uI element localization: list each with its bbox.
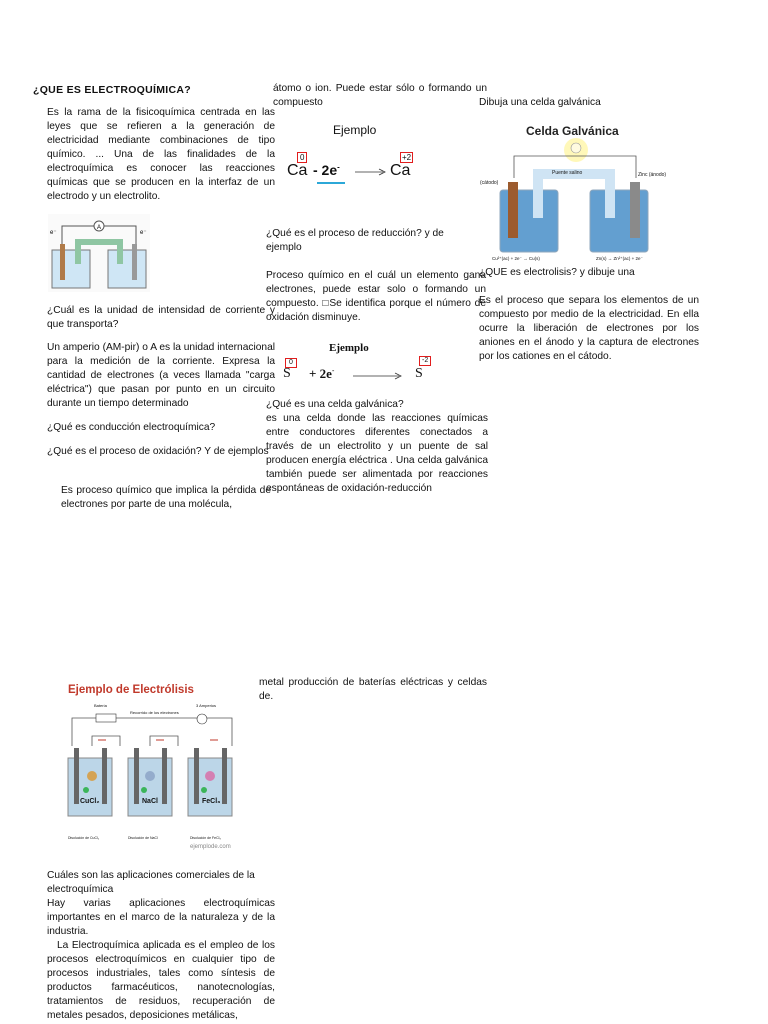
continued-text: átomo o ion. Puede estar sólo o formando un compuesto [273, 83, 487, 108]
apps-question: Cuáles son las aplicaciones comerciales de la electroquímica [47, 870, 255, 895]
unit-question: ¿Cuál es la unidad de intensidad de corriente y que transporta? [47, 305, 275, 330]
reduction-answer: Proceso químico en el cuál un elemento gana electrones, puede estar solo o formando un compuesto. □Se identifica porque el número de oxidación disminuye. [266, 270, 486, 323]
reaction2-arrow-icon [353, 372, 403, 380]
element2-right: S [415, 366, 423, 381]
battery-label: Batería [94, 703, 107, 708]
reduction-example [281, 340, 441, 388]
copper-electrode [508, 182, 518, 238]
ammeter-label: 3 Amperios [196, 703, 217, 708]
electrolysis-question: ¿QUE es electrolisis? y dibuje una [479, 267, 635, 278]
draw-prompt: Dibuja una celda galvánica [479, 97, 601, 108]
bottom-continued-block [259, 676, 487, 704]
source-label: ejemplode.com [190, 844, 231, 850]
cathode-equation: Cu²⁺(ac) + 2e⁻ → Cu(s) [492, 256, 540, 261]
galvanic-answer-block [266, 412, 488, 496]
element2-left: S [283, 366, 291, 381]
electron-sup: - [337, 162, 340, 172]
galvanic-fig-title: Celda Galvánica [526, 124, 619, 138]
example-title: Ejemplo [333, 123, 377, 137]
conduction-question-block [47, 421, 275, 435]
oxidation-answer: Es proceso químico que implica la pérdida de electrones por parte de una molécula, [61, 485, 271, 510]
zinc-electrode [630, 182, 640, 238]
solution1-label: Disolución de CuCl₂ [68, 836, 100, 840]
ox2-state-right: -2 [419, 356, 431, 366]
galvanic-cell-drawing [486, 138, 668, 258]
svg-text:A: A [97, 225, 102, 231]
electrolysis-figure [62, 680, 242, 856]
solution2-label: Disolución de NaCl [128, 836, 158, 840]
electron-term-text: - 2e [313, 162, 338, 178]
apps-answer2-block [47, 939, 275, 1023]
reduction-answer-block [266, 269, 486, 325]
electron2-term-text: + 2e [309, 366, 332, 381]
reduction-question-block [266, 227, 480, 255]
solution3-label: Disolución de FeCl₃ [190, 836, 221, 840]
apps-answer1-block [47, 897, 275, 939]
apps-answer-2: La Electroquímica aplicada es el empleo de los procesos electroquímicos en cualquier tipo de procesos industriales, tales como síntesis de productos farmacéuticos, nanotecnologías, tratamientos de residuos, recuperación de metales pesados, deposiciones metálicas, [47, 940, 275, 1021]
conduction-question: ¿Qué es conducción electroquímica? [47, 422, 216, 433]
cathode-label: (cátodo) [480, 180, 499, 186]
bridge-label: Puente salino [552, 170, 583, 176]
ox-state-right: +2 [402, 153, 412, 162]
continued-text-block [273, 82, 487, 110]
cell3-label: FeCl₃ [202, 798, 221, 805]
unit-answer: Un amperio (AM-pir) o A es la unidad internacional para la medición de la corriente. Expresa la cantidad de electrones (a veces llamada "carga eléctrica") que pasan por punto en un circuito durante un tiempo determinado [47, 342, 275, 409]
electrolysis-drawing [62, 706, 242, 826]
ox2-state-left: 0 [285, 358, 297, 368]
cell2-label: NaCl [142, 798, 158, 805]
electrolysis-question-block [479, 266, 709, 280]
electrolysis-fig-title: Ejemplo de Electrólisis [68, 684, 194, 696]
reduction-question: ¿Qué es el proceso de reducción? y de ejemplo [266, 228, 444, 253]
reaction-arrow-icon [355, 168, 387, 176]
electrolysis-answer: Es el proceso que separa los elementos de un compuesto por medio de la electricidad. En ella ocurre la liberación de electrones por los aniones en el ánodo y la captura de electrones por los cationes en el cátodo. [479, 295, 699, 362]
battery-icon [96, 714, 116, 722]
galvanic-answer: es una celda donde las reacciones químicas entre conductores diferentes conectados a través de un electrolito y un puente de sal producen energía eléctrica . Una celda galvánica también puede ser alimentada por reacciones espontáneas de oxidación-reducción [266, 413, 488, 494]
bottom-continued-text: metal producción de baterías eléctricas y celdas de. [259, 677, 487, 702]
element-left: Ca [287, 162, 308, 179]
svg-text:e⁻: e⁻ [50, 230, 57, 236]
oxidation-example [285, 120, 425, 192]
underline-mark [317, 182, 345, 184]
galvanic-cell-figure [480, 120, 668, 266]
unit-question-block [47, 304, 275, 332]
unit-answer-block [47, 341, 275, 411]
oxidation-question-block [47, 445, 275, 459]
galvanic-question: ¿Qué es una celda galvánica? [266, 399, 404, 410]
ox-state-left: 0 [297, 152, 307, 163]
anode-equation: Zn(s) → Zn²⁺(ac) + 2e⁻ [596, 256, 643, 261]
anode-label: Zinc (ánodo) [638, 172, 667, 178]
electron-term [313, 162, 340, 178]
example2-title: Ejemplo [329, 342, 369, 354]
oxidation-answer-block [61, 484, 271, 512]
electrolysis-answer-block [479, 294, 699, 364]
small-cell-figure [48, 214, 150, 292]
oxidation-question: ¿Qué es el proceso de oxidación? Y de ejemplos [47, 446, 269, 457]
galvanic-question-block [266, 398, 486, 412]
draw-prompt-block [479, 96, 709, 110]
cell1-label: CuCl₂ [80, 798, 100, 805]
definition-text: Es la rama de la fisicoquímica centrada en las leyes que se refieren a la generación de electricidad mediante combinaciones de tipo químico. ... Una de las finalidades de la electroquímica es conocer las reacciones químicas que se producen en la interfaz de un electrodo y un electrolito. [47, 107, 275, 202]
electron2-term [309, 366, 334, 382]
element-right: Ca [390, 162, 411, 179]
apps-answer-1: Hay varias aplicaciones electroquímicas importantes en el marco de la naturaleza y de la industria. [47, 898, 275, 937]
electron-path-label: Recorrido de los electrones [130, 710, 179, 715]
electron2-sup: - [331, 366, 335, 375]
svg-text:e⁻: e⁻ [140, 230, 147, 236]
page-heading: ¿QUE ES ELECTROQUÍMICA? [33, 84, 191, 96]
ammeter-icon-2 [197, 714, 207, 724]
definition-paragraph [47, 106, 275, 204]
apps-question-block [47, 869, 275, 897]
bulb-icon [571, 143, 581, 153]
